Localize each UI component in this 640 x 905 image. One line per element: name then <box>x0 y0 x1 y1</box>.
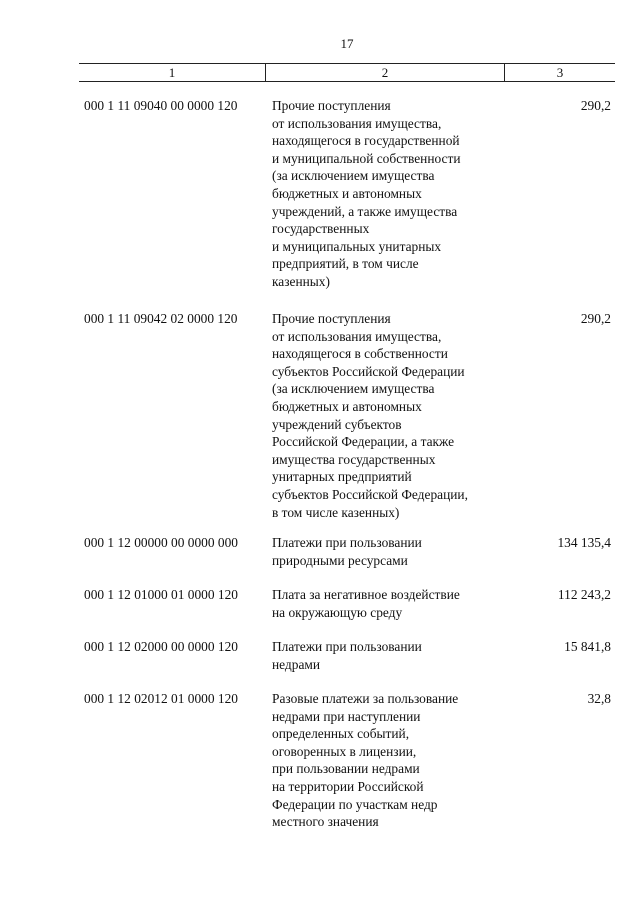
header-col-3: 3 <box>556 65 564 80</box>
description-line: природными ресурсами <box>272 552 408 568</box>
description-line: и муниципальных унитарных <box>272 238 442 254</box>
description-line: унитарных предприятий <box>272 469 412 485</box>
description-line: недрами <box>272 656 321 672</box>
table-header <box>79 63 615 82</box>
page-number: 17 <box>340 36 354 51</box>
row-amount: 290,2 <box>580 311 611 326</box>
description-line: от использования имущества, <box>272 328 442 344</box>
description-line: находящегося в собственности <box>272 346 448 362</box>
description-line: учреждений, а также имущества <box>272 203 458 219</box>
row-code: 000 1 12 02000 00 0000 120 <box>84 639 238 654</box>
description-line: Федерации по участкам недр <box>272 796 438 812</box>
description-line: казенных) <box>272 273 330 289</box>
row-description <box>272 638 522 673</box>
row-code: 000 1 12 00000 00 0000 000 <box>84 535 238 550</box>
description-line: оговоренных в лицензии, <box>272 743 417 759</box>
description-line: Плата за негативное воздействие <box>272 587 460 602</box>
row-description <box>272 586 522 621</box>
description-line: Прочие поступления <box>272 98 391 113</box>
header-col-1: 1 <box>79 64 266 81</box>
description-line: и муниципальной собственности <box>272 150 461 166</box>
row-description <box>272 310 522 521</box>
row-code: 000 1 12 01000 01 0000 120 <box>84 587 238 602</box>
description-line: при пользовании недрами <box>272 761 420 777</box>
description-line: Разовые платежи за пользование <box>272 691 459 706</box>
description-line: на территории Российской <box>272 778 424 794</box>
description-line: от использования имущества, <box>272 115 442 131</box>
description-line: учреждений субъектов <box>272 416 402 432</box>
description-line: имущества государственных <box>272 451 436 467</box>
description-line: в том числе казенных) <box>272 504 400 520</box>
row-amount: 32,8 <box>587 691 611 706</box>
row-description <box>272 690 522 831</box>
description-line: Прочие поступления <box>272 311 391 326</box>
description-line: местного значения <box>272 814 379 830</box>
description-line: на окружающую среду <box>272 604 403 620</box>
description-line: определенных событий, <box>272 726 410 742</box>
row-description <box>272 97 522 291</box>
description-line: бюджетных и автономных <box>272 398 422 414</box>
description-line: Платежи при пользовании <box>272 639 422 654</box>
description-line: находящегося в государственной <box>272 133 460 149</box>
row-code: 000 1 12 02012 01 0000 120 <box>84 691 238 706</box>
row-code: 000 1 11 09040 00 0000 120 <box>84 98 238 113</box>
row-amount: 290,2 <box>580 98 611 113</box>
row-amount: 134 135,4 <box>557 535 611 550</box>
row-amount: 15 841,8 <box>564 639 611 654</box>
header-col-2: 2 <box>266 64 505 81</box>
row-code: 000 1 11 09042 02 0000 120 <box>84 311 238 326</box>
description-line: Российской Федерации, а также <box>272 434 455 450</box>
description-line: субъектов Российской Федерации, <box>272 486 468 502</box>
row-description <box>272 534 522 569</box>
description-line: предприятий, в том числе <box>272 256 419 272</box>
description-line: Платежи при пользовании <box>272 535 422 550</box>
description-line: государственных <box>272 221 370 237</box>
description-line: недрами при наступлении <box>272 708 421 724</box>
row-amount: 112 243,2 <box>557 587 611 602</box>
description-line: субъектов Российской Федерации <box>272 363 465 379</box>
description-line: (за исключением имущества <box>272 168 435 184</box>
description-line: бюджетных и автономных <box>272 185 422 201</box>
description-line: (за исключением имущества <box>272 381 435 397</box>
